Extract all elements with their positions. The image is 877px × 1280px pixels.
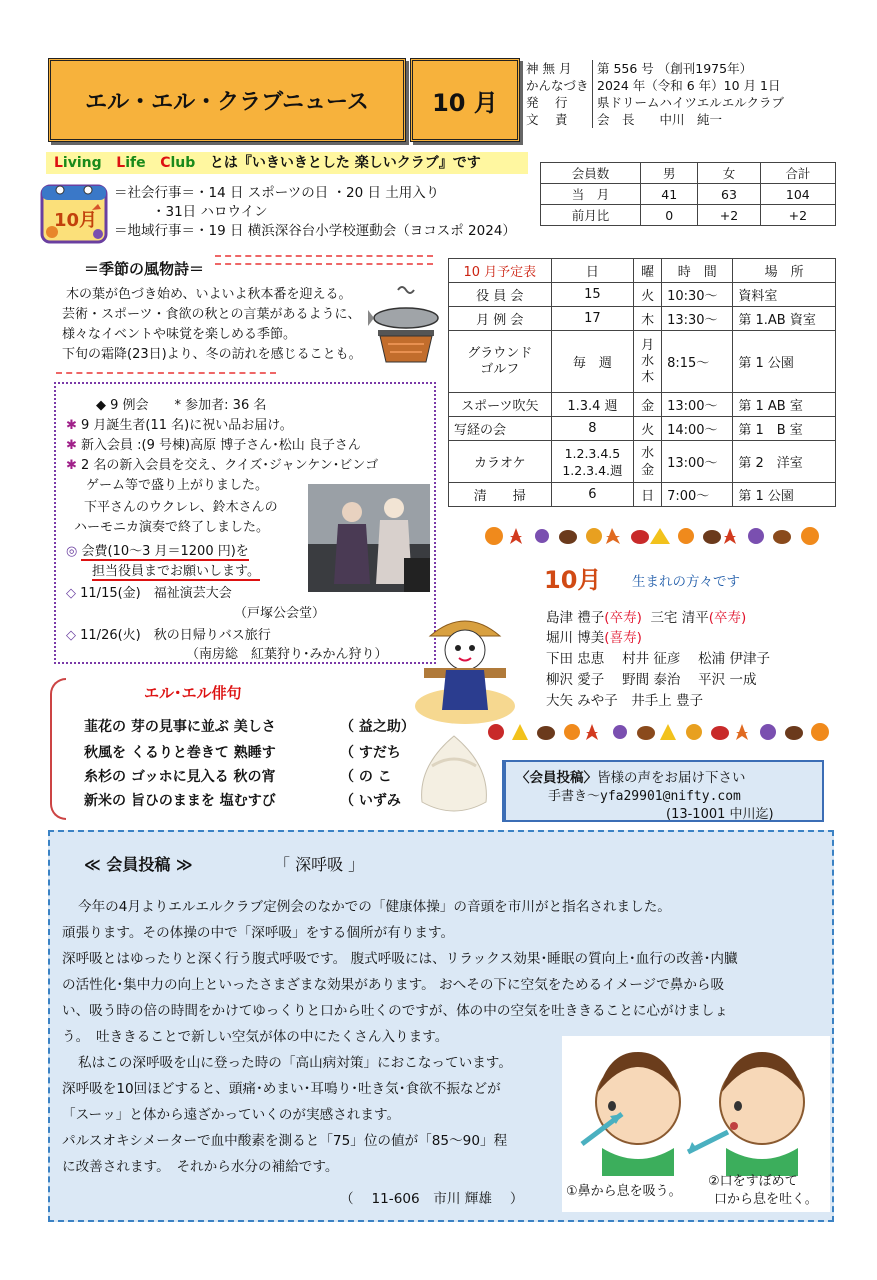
social-events-line: ・31日 ハロウイン [152, 204, 268, 220]
table-cell: 14:00～ [662, 417, 733, 441]
masthead-key: かんなづき [526, 77, 593, 94]
masthead-value: 2024 年（令和 6 年）10 月 1日 [597, 78, 781, 93]
table-cell: 金 [634, 393, 662, 417]
meeting-text: ゲーム等で盛り上がりました。 [86, 478, 269, 493]
breathing-illustration [562, 1036, 830, 1212]
table-cell: 1.3.4 週 [551, 393, 634, 417]
fee-notice-text: 担当役員までお願いします。 [92, 560, 260, 581]
table-cell: 13:00～ [662, 393, 733, 417]
membership-table [540, 162, 836, 226]
essay-line: 頑張ります。その体操の中で「深呼吸」をする個所が有ります。 [62, 925, 455, 941]
table-cell: +2 [760, 205, 835, 226]
table-row [541, 205, 836, 226]
essay-line: 深呼吸とはゆったりと深く行う腹式呼吸です。 腹式呼吸には、リラックス効果･睡眠の質向上･血行の改善･内臓 [62, 951, 738, 967]
table-cell: カラオケ [449, 441, 552, 483]
table-cell: 13:00～ [662, 441, 733, 483]
submission-info-box [502, 760, 824, 822]
table-header-cell: 合計 [760, 163, 835, 184]
community-events-line: ＝地域行事＝・19 日 横浜深谷台小学校運動会（ヨコスポ 2024） [114, 223, 516, 239]
bullet-item: ✱ 新入会員 :(9 号棟)高原 博子さん･松山 良子さん [66, 438, 361, 453]
essay-line: パルスオキシメーターで血中酸素を測ると「75」位の値が「85～90」程 [62, 1133, 508, 1149]
breathing-caption-inhale: ①鼻から息を吸う。 [566, 1184, 682, 1199]
haiku-line: 韮花の 芽の見事に並ぶ 美しさ （ 益之助） [84, 719, 415, 735]
table-header-cell: 曜 [634, 259, 662, 283]
table-row [449, 417, 836, 441]
table-cell: 清 掃 [449, 483, 552, 507]
table-cell: 10:30～ [662, 283, 733, 307]
table-cell: 第 1 公園 [733, 331, 836, 393]
table-cell: 0 [641, 205, 698, 226]
tagline-initial: L [54, 155, 63, 171]
meeting-text: 下平さんのウクレレ、鈴木さんの [84, 500, 278, 515]
club-tagline [46, 152, 528, 174]
masthead-key: 文 責 [526, 111, 593, 128]
birthday-name-row: 柳沢 愛子 野間 泰治 平沢 一成 [546, 672, 757, 688]
table-cell: 第 1 公園 [733, 483, 836, 507]
birthday-name-row: 島津 禮子(卒寿) 三宅 清平(卒寿) [546, 610, 747, 626]
haiku-line: 秋風を くるりと巻きて 熟睡す （ すだち [84, 745, 401, 761]
table-cell: グラウンド ゴルフ [449, 331, 552, 393]
essay-subject: 「 深呼吸 」 [274, 855, 365, 874]
essay-line: 私はこの深呼吸を山に登った時の「高山病対策」におこなっています。 [78, 1055, 512, 1071]
table-cell: 資料室 [733, 283, 836, 307]
table-row [541, 184, 836, 205]
october-schedule-table [448, 258, 836, 507]
masthead-key: 神 無 月 [526, 60, 593, 77]
birthday-month: 10月 [544, 566, 602, 594]
dashed-divider [56, 372, 276, 378]
table-header-cell: 時 間 [662, 259, 733, 283]
birthday-name-row: 下田 忠恵 村井 征彦 松浦 伊津子 [546, 651, 770, 667]
table-cell: 火 [634, 417, 662, 441]
tagline-word: lub [170, 155, 196, 171]
essay-line: の活性化･集中力の向上といったさまざまな効果があります。 おへその下に空気をためるイメージで鼻から吸 [62, 977, 725, 993]
table-row [449, 307, 836, 331]
table-cell: +2 [698, 205, 760, 226]
table-cell: 13:30～ [662, 307, 733, 331]
table-header-cell: 日 [551, 259, 634, 283]
member-essay-box [48, 830, 834, 1222]
table-cell: 104 [760, 184, 835, 205]
event-venue: （南房総 紅葉狩り･みかん狩り） [186, 647, 388, 662]
table-row [449, 331, 836, 393]
table-cell: 15 [551, 283, 634, 307]
essay-signature: （ 11-606 市川 輝雄 ） [340, 1191, 524, 1207]
autumn-leaves-border-icon [480, 720, 836, 744]
essay-line: に改善されます。 それから水分の補給です。 [62, 1159, 339, 1175]
tagline-text: とは『いきいきとした 楽しいクラブ』です [209, 155, 481, 171]
haiku-line: 糸杉の ゴッホに見入る 秋の宵 （ の こ [84, 769, 392, 785]
table-cell: 当 月 [541, 184, 641, 205]
tagline-initial: L [116, 155, 126, 171]
table-cell: 1.2.3.4.5 1.2.3.4.週 [551, 441, 634, 483]
meeting-text: ハーモニカ演奏で終了しました。 [74, 520, 270, 535]
table-row [449, 441, 836, 483]
table-row [449, 393, 836, 417]
table-cell: 6 [551, 483, 634, 507]
upcoming-event: ◇ 11/26(火) 秋の日帰りバス旅行 [66, 628, 271, 643]
birthday-name-row: 堀川 博美(喜寿) [546, 630, 642, 646]
essay-heading: ≪ 会員投稿 ≫ [84, 855, 193, 874]
grilled-fish-icon [368, 282, 444, 368]
essay-line: 「スーッ」と体から遠ざかっていくのが実感されます。 [62, 1107, 401, 1123]
table-header-cell: 会員数 [541, 163, 641, 184]
haiku-line: 新米の 旨ひのままを 塩むすび （ いずみ [84, 793, 401, 809]
newsletter-title: エル・エル・クラブニュース [48, 58, 406, 142]
tagline-word: ife [125, 155, 146, 171]
table-cell: 月 例 会 [449, 307, 552, 331]
meeting-report-box [54, 382, 436, 664]
table-cell: 水 金 [634, 441, 662, 483]
table-header-cell: 男 [641, 163, 698, 184]
verse-line: 芸術・スポーツ・食欲の秋との言葉があるように、 [62, 307, 361, 322]
upcoming-event: ◇ 11/15(金) 福祉演芸大会 [66, 586, 232, 601]
table-cell: 木 [634, 307, 662, 331]
badge-label: 10月 [54, 210, 98, 231]
table-row [449, 283, 836, 307]
table-header-cell: 場 所 [733, 259, 836, 283]
issue-month: 10 月 [410, 58, 520, 142]
table-cell: 火 [634, 283, 662, 307]
masthead-value: 県ドリームハイツエルエルクラブ [597, 95, 785, 110]
table-cell: 第 1.AB 資室 [733, 307, 836, 331]
verse-line: 下旬の霜降(23日)より、冬の訪れを感じることも。 [62, 347, 362, 362]
masthead [526, 60, 836, 128]
bullet-item: ✱ 2 名の新入会員を交え、クイズ･ジャンケン･ビンゴ [66, 458, 379, 473]
table-cell: 17 [551, 307, 634, 331]
tagline-initial: C [160, 155, 171, 171]
table-cell: スポーツ吹矢 [449, 393, 552, 417]
social-events-line: ＝社会行事＝・14 日 スポーツの日 ・20 日 土用入り [114, 185, 440, 201]
haiku-title: エル･エル俳句 [144, 684, 242, 702]
essay-line: 今年の4月よりエルエルクラブ定例会のなかでの「健康体操」の音頭を市川がと指名されました。 [78, 899, 671, 915]
table-cell: 前月比 [541, 205, 641, 226]
birthday-section [480, 520, 836, 752]
rice-ball-icon [414, 730, 494, 820]
scarecrow-icon [410, 606, 520, 726]
submission-heading: 〈会員投稿〉皆様の声をお届け下さい [516, 770, 746, 786]
event-venue: （戸塚公会堂） [234, 606, 326, 621]
table-cell: 8 [551, 417, 634, 441]
table-cell: 63 [698, 184, 760, 205]
birthday-caption: 生まれの方々です [632, 574, 740, 590]
autumn-leaves-border-icon [480, 524, 836, 548]
table-cell: 第 2 洋室 [733, 441, 836, 483]
table-cell: 第 1 B 室 [733, 417, 836, 441]
bullet-item: ✱ 9 月誕生者(11 名)に祝い品お届け。 [66, 418, 293, 433]
table-cell: 役 員 会 [449, 283, 552, 307]
breathing-caption-exhale: ②口をすぼめて [708, 1174, 798, 1189]
performance-photo [308, 484, 430, 592]
seasonal-verse-title: ＝季節の風物詩＝ [84, 260, 205, 278]
table-row [449, 483, 836, 507]
essay-line: う。 吐ききることで新しい空気が体の中にたくさん入ります。 [62, 1029, 449, 1045]
dashed-divider [215, 255, 433, 265]
breathing-caption-exhale: 口から息を吐く。 [714, 1192, 818, 1207]
birthday-name-row: 大矢 みや子 井手上 豊子 [546, 693, 704, 709]
submission-contact: (13-1001 中川迄) [666, 807, 774, 822]
verse-line: 様々なイベントや味覚を楽しめる季節。 [62, 327, 297, 342]
table-cell: 41 [641, 184, 698, 205]
haiku-bracket [50, 678, 66, 820]
table-cell: 写経の会 [449, 417, 552, 441]
table-header-cell: 女 [698, 163, 760, 184]
essay-line: い、吸う時の倍の時間をかけてゆっくりと口から吐くのですが、体の中の空気を吐ききることに心がけましょ [62, 1003, 728, 1019]
submission-email: 手書き～yfa29901@nifty.com [548, 789, 741, 804]
fee-notice: ◎ 会費(10～3 月＝1200 円)を [66, 544, 249, 559]
masthead-key: 発 行 [526, 94, 593, 111]
masthead-value: 会 長 中川 純一 [597, 112, 723, 127]
essay-line: 深呼吸を10回ほどすると、頭痛･めまい･耳鳴り･吐き気･食欲不振などが [62, 1081, 501, 1097]
table-cell: 8:15～ [662, 331, 733, 393]
table-cell: 7:00～ [662, 483, 733, 507]
table-cell: 第 1 AB 室 [733, 393, 836, 417]
table-cell: 毎 週 [551, 331, 634, 393]
meeting-summary: ◆ 9 例会 * 参加者: 36 名 [96, 398, 267, 413]
table-cell: 月 水 木 [634, 331, 662, 393]
tagline-word: iving [62, 155, 102, 171]
masthead-value: 第 556 号 （創刊1975年） [597, 61, 753, 76]
table-cell: 日 [634, 483, 662, 507]
table-header-cell: 10 月予定表 [449, 259, 552, 283]
verse-line: 木の葉が色づき始め、いよいよ秋本番を迎える。 [66, 287, 352, 302]
